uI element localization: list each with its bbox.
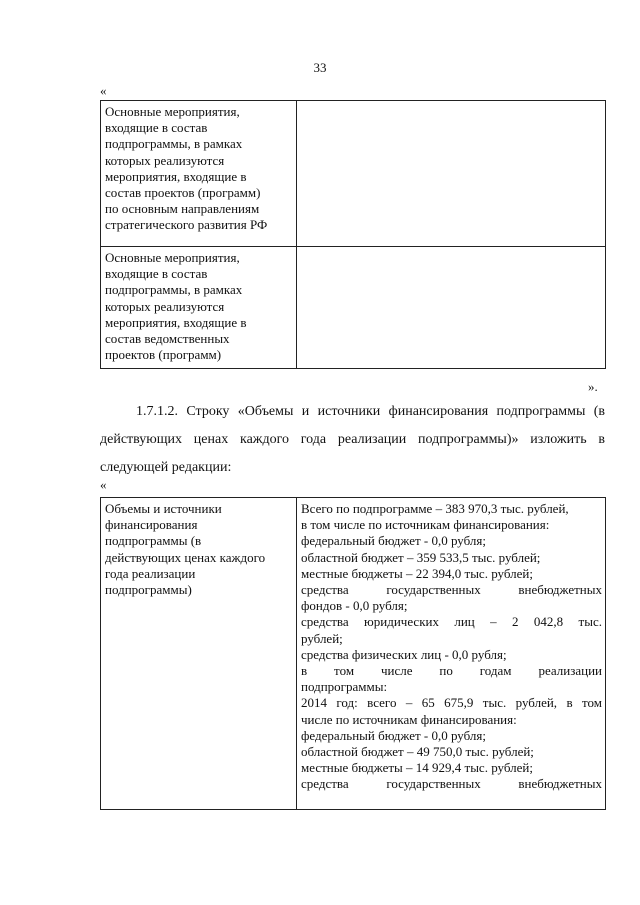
table-cell-label xyxy=(101,498,297,810)
cell-text-line: входящие в состав xyxy=(105,120,208,136)
cell-text-line: подпрограммы (в xyxy=(105,533,202,549)
table-row xyxy=(101,247,606,369)
opening-quote: « xyxy=(100,83,107,98)
cell-text-line: Объемы и источники xyxy=(105,501,222,516)
cell-text-line: проектов (программ) xyxy=(105,347,222,363)
cell-text-line: которых реализуются xyxy=(105,298,225,314)
cell-text-line: средства государственных внебюджетных xyxy=(301,776,602,792)
cell-text-line: действующих ценах каждого xyxy=(105,549,266,565)
table-cell-label xyxy=(101,247,297,369)
cell-text-line: которых реализуются xyxy=(105,152,225,168)
financing-table xyxy=(100,497,606,810)
cell-text-line: подпрограммы: xyxy=(301,679,388,695)
cell-text-line: мероприятия, входящие в xyxy=(105,314,247,330)
cell-text-line: входящие в состав xyxy=(105,266,208,282)
cell-text-line: федеральный бюджет - 0,0 рубля; xyxy=(301,727,487,743)
cell-text-line: федеральный бюджет - 0,0 рубля; xyxy=(301,533,487,549)
cell-text-line: средства физических лиц - 0,0 рубля; xyxy=(301,646,507,662)
cell-text-line: Основные мероприятия, xyxy=(105,250,240,265)
amendment-paragraph xyxy=(100,398,605,482)
table-cell-value-empty xyxy=(297,101,606,247)
opening-quote-second: « xyxy=(100,477,107,492)
cell-text-line: мероприятия, входящие в xyxy=(105,168,247,184)
cell-text-line: финансирования xyxy=(105,517,198,533)
paragraph-line: 1.7.1.2. Строку «Объемы и источники финансирования подпрограммы (в xyxy=(136,404,605,419)
cell-text-line: средства государственных внебюджетных xyxy=(301,582,602,598)
cell-text-line: состав проектов (программ) xyxy=(105,185,261,201)
paragraph-line: следующей редакции: xyxy=(100,460,232,475)
cell-text-line: года реализации xyxy=(105,565,196,581)
table-cell-label xyxy=(101,101,297,247)
page-number: 33 xyxy=(313,60,327,75)
cell-text-line: 2014 год: всего – 65 675,9 тыс. рублей, в том xyxy=(301,695,602,711)
table-cell-value-empty xyxy=(297,247,606,369)
cell-text-line: подпрограммы, в рамках xyxy=(105,282,243,298)
cell-text-line: подпрограммы, в рамках xyxy=(105,136,243,152)
cell-text-line: областной бюджет – 359 533,5 тыс. рублей; xyxy=(301,549,541,565)
cell-text-line: областной бюджет – 49 750,0 тыс. рублей; xyxy=(301,744,534,760)
cell-text-line: подпрограммы) xyxy=(105,582,192,598)
table-row xyxy=(101,498,606,810)
table-row xyxy=(101,101,606,247)
closing-quote: ». xyxy=(588,379,598,394)
cell-text-line: рублей; xyxy=(301,630,343,646)
cell-text-line: Всего по подпрограмме – 383 970,3 тыс. рублей, xyxy=(301,501,569,516)
cell-text-line: местные бюджеты – 14 929,4 тыс. рублей; xyxy=(301,760,533,776)
cell-text-line: по основным направлениям xyxy=(105,201,260,217)
cell-text-line: средства юридических лиц – 2 042,8 тыс. xyxy=(301,614,602,630)
cell-text-line: местные бюджеты – 22 394,0 тыс. рублей; xyxy=(301,565,533,581)
cell-text-line: фондов - 0,0 рубля; xyxy=(301,598,408,614)
cell-text-line: в том числе по источникам финансирования: xyxy=(301,517,550,533)
subprogram-activities-table xyxy=(100,100,606,369)
cell-text-line: числе по источникам финансирования: xyxy=(301,711,517,727)
table-cell-value xyxy=(297,498,606,810)
cell-text-line: состав ведомственных xyxy=(105,331,230,347)
paragraph-line: действующих ценах каждого года реализации подпрограммы)» изложить в xyxy=(100,432,605,447)
cell-text-line: в том числе по годам реализации xyxy=(301,663,602,679)
cell-text-line: Основные мероприятия, xyxy=(105,104,240,119)
cell-text-line: стратегического развития РФ xyxy=(105,217,268,233)
